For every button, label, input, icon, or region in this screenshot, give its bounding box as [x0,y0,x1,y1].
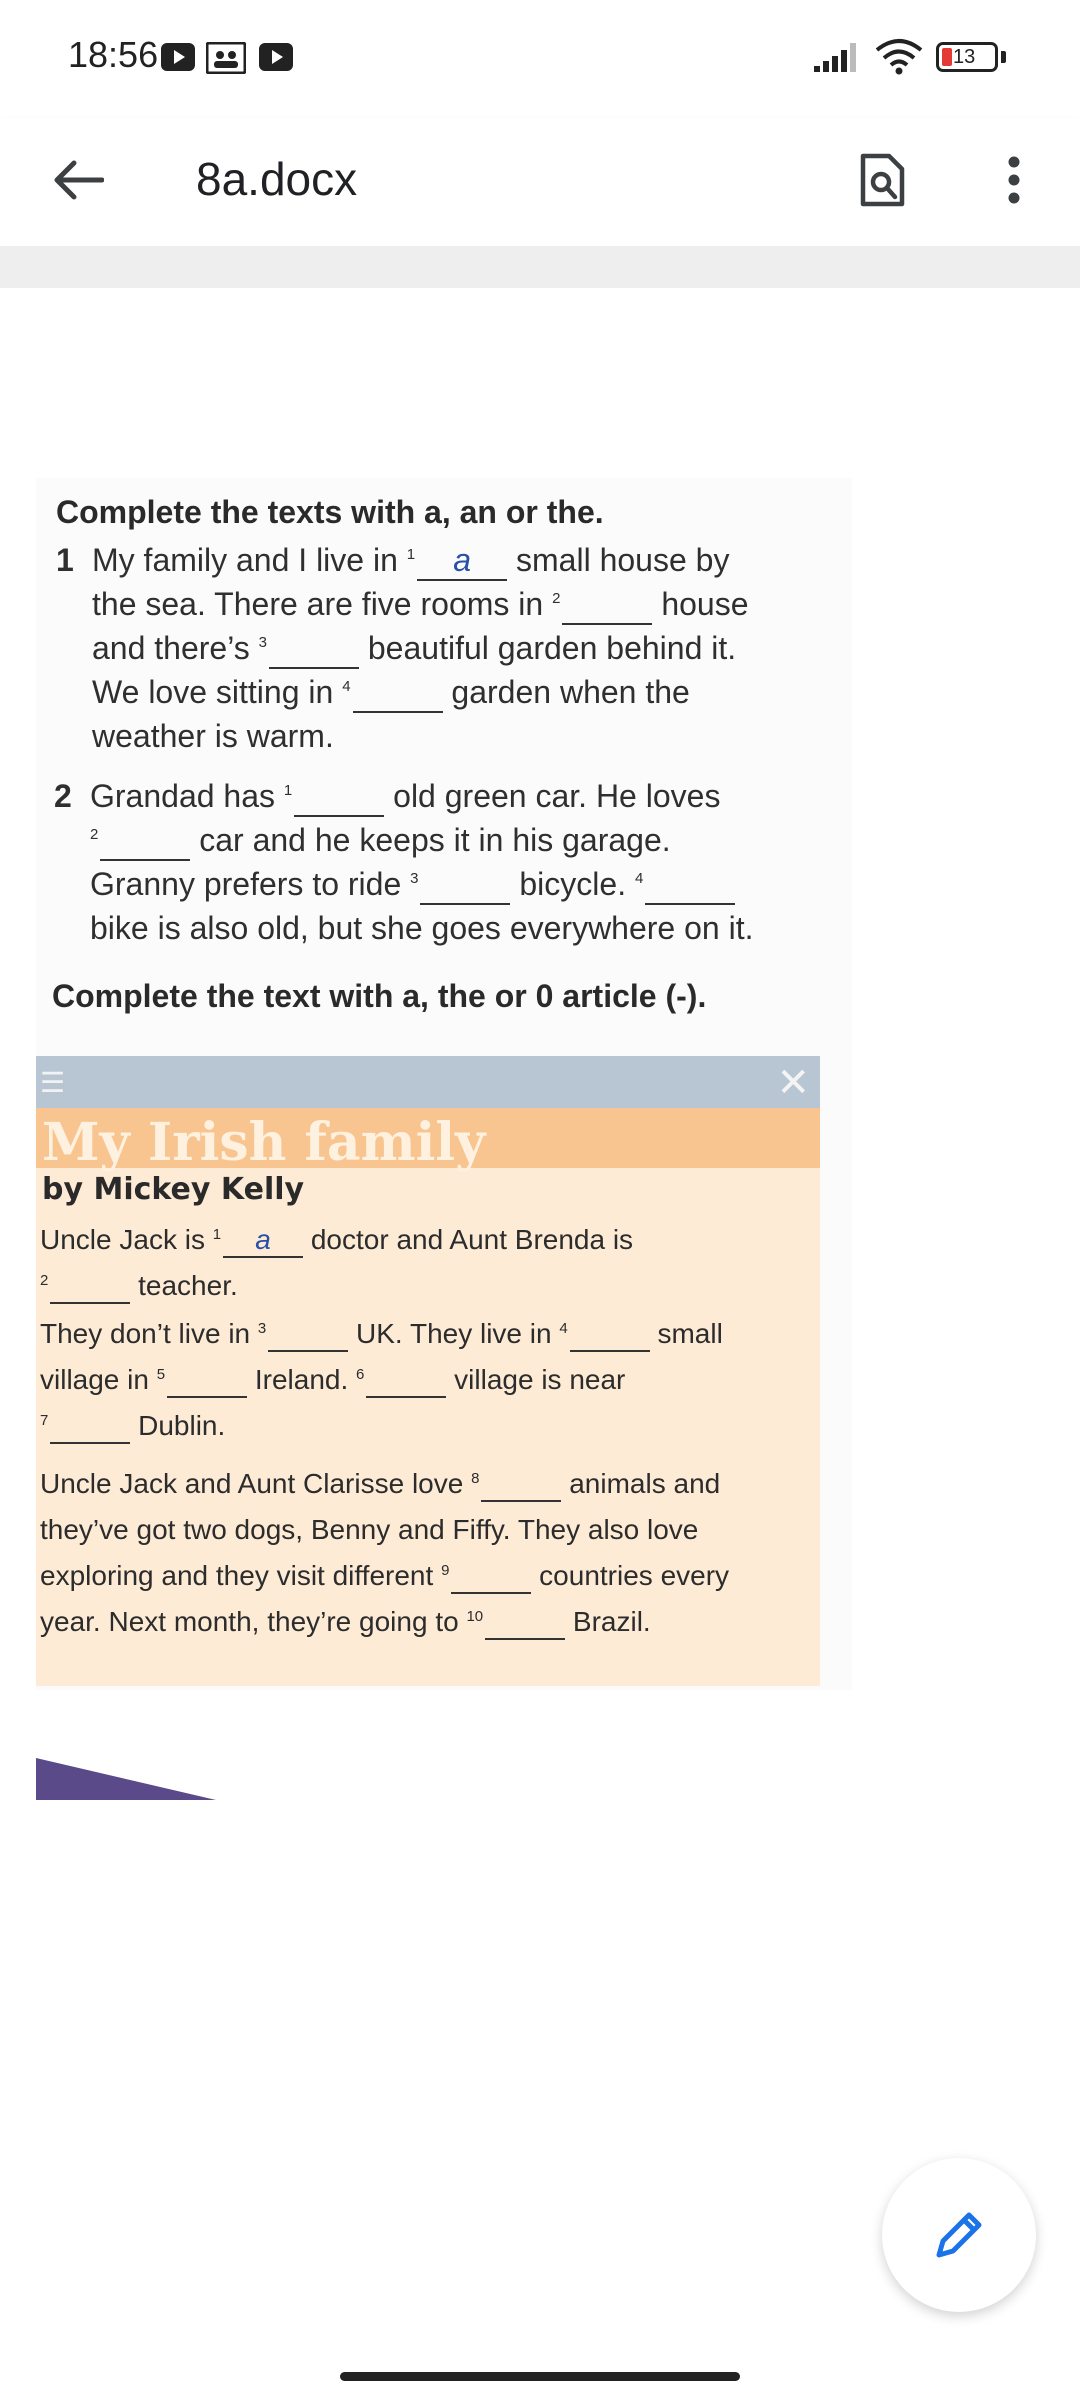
answer-blank [269,630,359,669]
status-time: 18:56 [68,34,159,75]
exercise-line: Granny prefers to ride $^3$ bicycle. $^4$ [90,866,735,905]
answer-blank [294,778,384,817]
document-page[interactable] [0,288,1080,2338]
edit-pencil-icon [931,2207,987,2263]
article-byline: by Mickey Kelly [42,1172,305,1207]
answer-blank [50,1410,130,1444]
answer-blank [420,866,510,905]
exercise-line: My family and I live in $^1$ a small house by [92,542,729,581]
article-title-band [36,1108,820,1173]
youtube-icon [258,42,294,77]
article-line: Uncle Jack is $^1$ a doctor and Aunt Brenda is [40,1224,633,1258]
article-line: they’ve got two dogs, Benny and Fiffy. They also love [40,1514,699,1545]
page-separator [0,246,1080,288]
exercise-line: bike is also old, but she goes everywhere on it. [90,910,754,946]
battery-icon [936,42,998,72]
exercise-line: and there’s $^3$ beautiful garden behind it. [92,630,736,669]
article-box-header [36,1056,820,1108]
answer-blank [451,1560,531,1594]
answer-blank [167,1364,247,1398]
back-arrow-icon [52,158,104,202]
exercise-line: Grandad has $^1$ old green car. He loves [90,778,720,817]
article-line: They don’t live in $^3$ UK. They live in $^4$ small [40,1318,723,1352]
find-in-page-icon [858,152,906,208]
answer-blank [485,1606,565,1640]
wifi-icon [874,38,924,81]
find-in-page-button[interactable] [842,140,922,220]
battery-level: 13 [953,46,976,68]
article-line: Uncle Jack and Aunt Clarisse love $^8$ animals and [40,1468,720,1502]
answer-blank [50,1270,130,1304]
item1-number: 1 [56,542,74,578]
answer-blank: a [223,1224,303,1258]
youtube-icon [160,42,196,77]
exercise2-heading: Complete the text with a, the or 0 article (-). [52,978,707,1014]
exercise1-heading: Complete the texts with a, an or the. [56,494,604,530]
answer-blank [353,674,443,713]
close-icon: ✕ [776,1061,810,1105]
document-title: 8a.docx [196,153,358,205]
exercise-line: weather is warm. [92,718,334,754]
status-bar [0,0,1080,118]
article-box [36,1056,820,1686]
article-line: exploring and they visit different $^9$ countries every [40,1560,729,1594]
home-indicator[interactable] [340,2372,740,2381]
item2-number: 2 [54,778,72,814]
app-bar [0,118,1080,246]
answer-blank [268,1318,348,1352]
answer-blank [645,866,735,905]
answer-blank [481,1468,561,1502]
more-options-button[interactable] [974,140,1054,220]
answer-blank [570,1318,650,1352]
answer-blank [562,586,652,625]
article-title: My Irish family [42,1112,486,1173]
exercise-line: $^2$ car and he keeps it in his garage. [90,822,671,861]
more-vert-icon [1007,155,1021,205]
edit-button[interactable] [882,2158,1036,2312]
menu-lines-icon: ☰ [40,1067,66,1098]
article-line: $^7$ Dublin. [40,1410,225,1444]
signal-icon [812,40,860,79]
decorative-purple-shape [36,1752,266,1800]
article-line: year. Next month, they’re going to $^{10}$ Brazil. [40,1606,651,1640]
article-line: village in $^5$ Ireland. $^6$ village is near [40,1364,625,1398]
exercise-line: We love sitting in $^4$ garden when the [92,674,690,713]
answer-blank [100,822,190,861]
teams-icon [206,42,246,79]
exercise-line: the sea. There are five rooms in $^2$ house [92,586,749,625]
answer-blank: a [417,542,507,581]
article-line: $^2$ teacher. [40,1270,238,1304]
back-button[interactable] [38,140,118,220]
answer-blank [366,1364,446,1398]
